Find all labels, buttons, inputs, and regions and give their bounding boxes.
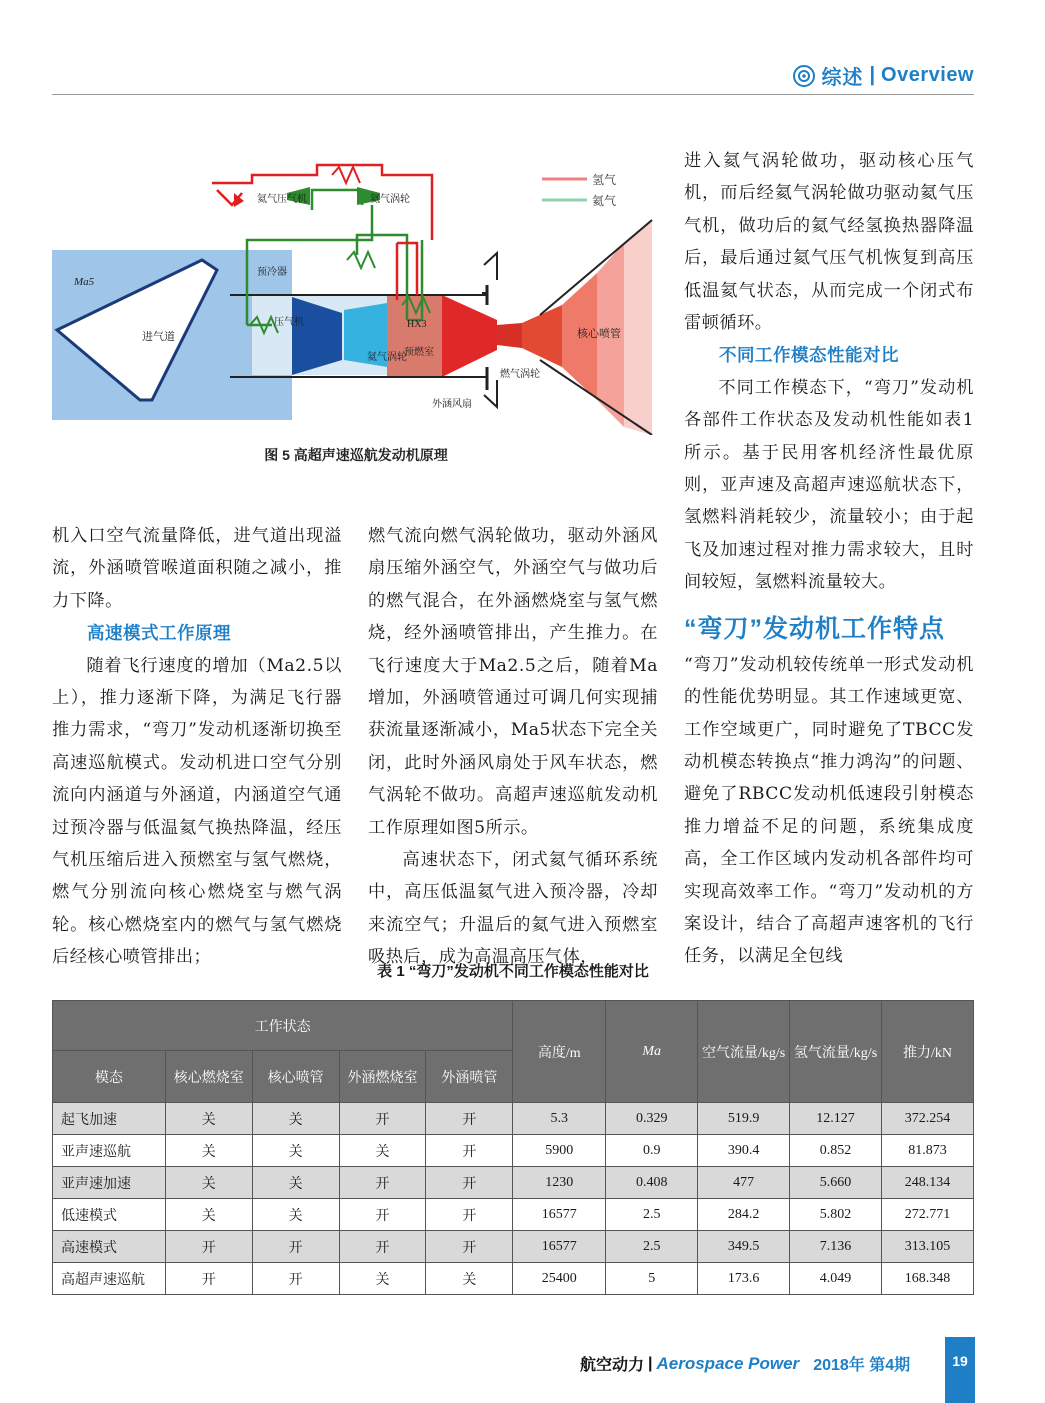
table-cell: 390.4 [698,1135,790,1167]
section-heading-mode-comparison: 不同工作模态性能对比 [719,345,899,366]
gas-turbine-label: 燃气涡轮 [500,369,540,380]
table-cell: 0.852 [790,1135,882,1167]
table-cell: 1230 [513,1167,606,1199]
table-cell: 313.105 [882,1231,974,1263]
table-cell: 5900 [513,1135,606,1167]
table-cell: 高速模式 [53,1231,166,1263]
col3-paragraph-1: 进入氦气涡轮做功，驱动核心压气机，而后经氦气涡轮做功驱动氦气压气机，做功后的氦气经氢换热器降温后，最后通过氦气压气机恢复到高压低温氦气状态，从而完成一个闭式布雷顿循环。 [684,151,974,334]
col1-paragraph-2: 随着飞行速度的增加（Ma2.5以上），推力逐渐下降，为满足飞行器推力需求，“弯刀”发动机逐渐切换至高速巡航模式。发动机进口空气分别流向内涵道与外涵道，内涵道空气通过预冷器与低温氦气换热降温，经压气机压缩后进入预燃室与氢气燃烧，燃气分别流向核心燃烧室与燃气涡轮。核心燃烧室内的燃气与氢气燃烧后经核心喷管排出； [52,655,342,968]
section-logo-icon [793,65,815,87]
table-cell: 25400 [513,1263,606,1295]
legend-hydrogen-label: 氢气 [592,173,617,187]
inlet-label: 进气道 [142,331,175,343]
hx2-coil [347,252,375,268]
table-cell: 0.329 [606,1103,698,1135]
table-cell: 开 [252,1263,339,1295]
header-core-burner: 核心燃烧室 [165,1051,252,1103]
header-air-flow: 空气流量/kg/s [698,1001,790,1103]
table-row [53,1167,974,1199]
table-row [53,1199,974,1231]
section-title-zh: 综述 [821,67,864,89]
header-bypass-nozzle: 外涵喷管 [426,1051,513,1103]
table-row [53,1263,974,1295]
journal-name-en: Aerospace Power [656,1353,800,1373]
table-cell: 开 [339,1231,426,1263]
table-cell: 起飞加速 [53,1103,166,1135]
hx3-label: HX3 [407,319,427,330]
text-column-1 [52,520,342,974]
helium-line-4 [312,190,362,210]
table-cell: 开 [252,1231,339,1263]
table-cell: 开 [339,1167,426,1199]
page-footer [580,1352,910,1375]
section-title-en: Overview [881,64,974,86]
hx3-block [442,295,497,377]
section-separator: | [869,64,876,86]
table-cell: 5.660 [790,1167,882,1199]
header-altitude: 高度/m [513,1001,606,1103]
nozzle-seg-1 [497,323,522,348]
table-cell: 关 [165,1167,252,1199]
table-cell: 477 [698,1167,790,1199]
hx1-coil [332,167,360,183]
table-cell: 0.9 [606,1135,698,1167]
table-cell: 5.802 [790,1199,882,1231]
table-cell: 开 [426,1135,513,1167]
journal-issue: 2018年 第4期 [813,1357,911,1374]
table-cell: 关 [252,1103,339,1135]
section-header [793,61,974,90]
table-cell: 开 [165,1263,252,1295]
table-cell: 开 [339,1199,426,1231]
header-h2-flow: 氢气流量/kg/s [790,1001,882,1103]
header-bypass-burner: 外涵燃烧室 [339,1051,426,1103]
table-cell: 81.873 [882,1135,974,1167]
table-cell: 关 [165,1199,252,1231]
preburner-label: 预燃室 [404,347,434,358]
table-cell: 关 [339,1263,426,1295]
precooler-label: 预冷器 [257,267,287,278]
table-cell: 关 [252,1135,339,1167]
table-cell: 关 [252,1167,339,1199]
header-thrust: 推力/kN [882,1001,974,1103]
table-row [53,1103,974,1135]
header-mode: 模态 [53,1051,166,1103]
table-cell: 高超声速巡航 [53,1263,166,1295]
table-cell: 亚声速加速 [53,1167,166,1199]
compressor-label: 压气机 [274,317,304,328]
he-compressor-label: 氦气压气机 [257,194,307,205]
table-caption: 表 1 “弯刀”发动机不同工作模态性能对比 [377,963,649,980]
table-cell: 16577 [513,1231,606,1263]
col1-paragraph-1: 机入口空气流量降低，进气道出现溢流，外涵喷管喉道面积随之减小，推力下降。 [52,526,342,611]
table-cell: 349.5 [698,1231,790,1263]
table-row [53,1135,974,1167]
table-cell: 248.134 [882,1167,974,1199]
table-cell: 开 [426,1199,513,1231]
table-cell: 0.408 [606,1167,698,1199]
table-cell: 关 [252,1199,339,1231]
table-cell: 272.771 [882,1199,974,1231]
table-cell: 372.254 [882,1103,974,1135]
table-cell: 168.348 [882,1263,974,1295]
engine-diagram [52,145,660,435]
table-cell: 519.9 [698,1103,790,1135]
table-cell: 关 [165,1135,252,1167]
table-cell: 12.127 [790,1103,882,1135]
core-nozzle-label: 核心喷管 [577,328,621,340]
header-ma: Ma [606,1001,698,1103]
col3-paragraph-2: 不同工作模态下，“弯刀”发动机各部件工作状态及发动机性能如表1所示。基于民用客机经济性最优原则，亚声速及高超声速巡航状态下，氢燃料消耗较少，流量较小；由于起飞及加速过程对推力需求较大，且时间较短，氢燃料流量较大。 [684,377,974,593]
text-column-3 [684,145,974,973]
table-cell: 4.049 [790,1263,882,1295]
table-cell: 2.5 [606,1231,698,1263]
bypass-flap-top [484,253,497,280]
col3-paragraph-3: “弯刀”发动机较传统单一形式发动机的性能优势明显。其工作速域更宽、工作空域更广，同时避免了TBCC发动机模态转换点“推力鸿沟”的问题、避免了RBCC发动机低速段引射模态推力增益不足的问题，系统集成度高，全工作区域内发动机各部件均可实现高效率工作。“弯刀”发动机的方案设计，结合了高超声速客机的飞行任务，以满足全包线 [684,654,974,967]
table-cell: 开 [426,1231,513,1263]
col2-paragraph-1: 燃气流向燃气涡轮做功，驱动外涵风扇压缩外涵空气，外涵空气与做功后的燃气混合，在外涵燃烧室与氢气燃烧，经外涵喷管排出，产生推力。在飞行速度大于Ma2.5之后，随着Ma增加，外涵喷管通过可调几何实现捕获流量逐渐减小，Ma5状态下完全关闭，此时外涵风扇处于风车状态，燃气涡轮不做功。高超声速巡航发动机工作原理如图5所示。 [368,526,658,838]
legend-helium-label: 氦气 [592,194,617,208]
table-cell: 关 [339,1135,426,1167]
bypass-fan-label: 外涵风扇 [432,399,472,410]
table-cell: 5.3 [513,1103,606,1135]
section-heading-engine-features: “弯刀”发动机工作特点 [684,614,946,643]
header-work-status: 工作状态 [53,1001,513,1051]
table-cell: 关 [426,1263,513,1295]
table-cell: 开 [339,1103,426,1135]
col2-paragraph-2: 高速状态下，闭式氦气循环系统中，高压低温氦气进入预冷器，冷却来流空气；升温后的氦气进入预燃室吸热后，成为高温高压气体， [368,850,658,968]
nozzle-seg-5 [624,220,652,435]
he-turbine-top-label: 氦气涡轮 [370,194,410,205]
table-cell: 开 [426,1167,513,1199]
table-cell: 2.5 [606,1199,698,1231]
footer-separator: | [648,1354,653,1372]
page-header [52,55,974,95]
performance-table [52,1000,974,1295]
table-cell: 173.6 [698,1263,790,1295]
table-cell: 16577 [513,1199,606,1231]
table-cell: 5 [606,1263,698,1295]
header-core-nozzle: 核心喷管 [252,1051,339,1103]
table-cell: 亚声速巡航 [53,1135,166,1167]
table-cell: 284.2 [698,1199,790,1231]
table-cell: 7.136 [790,1231,882,1263]
table-row [53,1231,974,1263]
figure-caption: 图 5 高超声速巡航发动机原理 [264,447,448,463]
page-number: 19 [945,1337,975,1403]
table-cell: 低速模式 [53,1199,166,1231]
journal-name-zh: 航空动力 [580,1357,645,1374]
section-heading-high-speed: 高速模式工作原理 [87,623,231,644]
helium-turbine-label: 氦气涡轮 [367,352,407,363]
ma5-label: Ma5 [74,276,95,288]
text-column-2 [368,520,658,974]
table-cell: 开 [426,1103,513,1135]
table-cell: 关 [165,1103,252,1135]
table-cell: 开 [165,1231,252,1263]
figure-engine-principle [52,145,660,470]
